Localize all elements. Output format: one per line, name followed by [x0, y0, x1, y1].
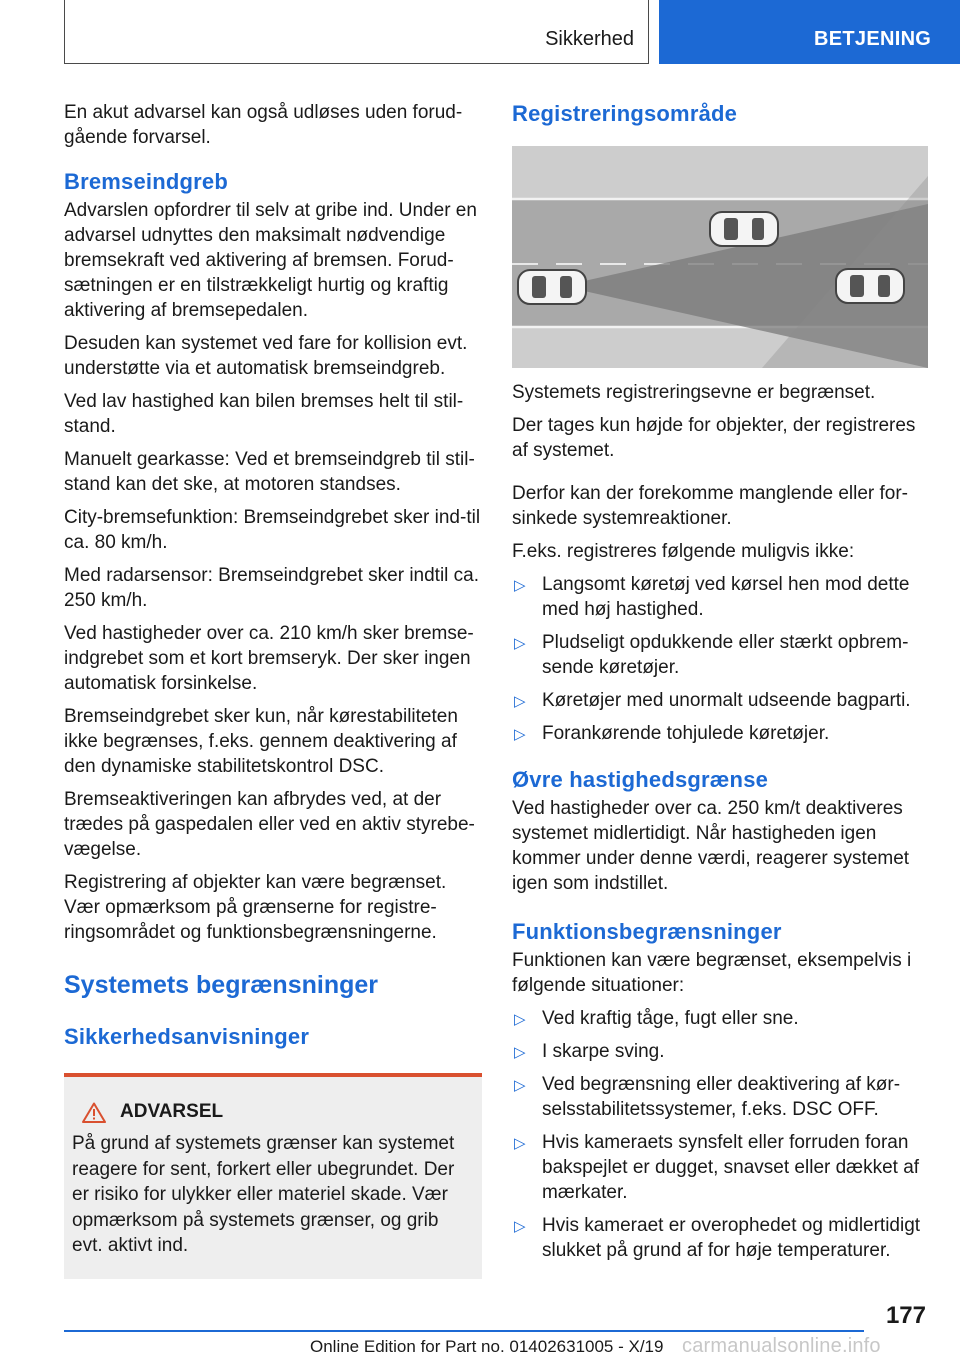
triangle-bullet-icon: ▷ [514, 726, 526, 743]
list-item: ▷ Pludseligt opdukkende eller stærkt opbrem-sende køretøjer. [514, 632, 909, 678]
triangle-bullet-icon: ▷ [514, 1011, 526, 1028]
heading-bremseindgreb: Bremseindgreb [64, 169, 228, 194]
footer-watermark: carmanualsonline.info [682, 1335, 881, 1357]
warning-label: ADVARSEL [120, 1101, 224, 1122]
paragraph: Manuelt gearkasse: Ved et bremseindgreb til stil-stand kan det ske, at motoren standses. [64, 449, 475, 495]
page-number: 177 [885, 1302, 926, 1329]
footer-divider [64, 1330, 864, 1332]
footer-edition: Online Edition for Part no. 01402631005 - X/19 [310, 1337, 664, 1356]
triangle-bullet-icon: ▷ [514, 577, 526, 594]
warning-triangle-icon [82, 1102, 106, 1123]
header-chapter-tab [659, 0, 960, 64]
intro-paragraph: En akut advarsel kan også udløses uden forud-gående forvarsel. [64, 102, 463, 148]
paragraph: Derfor kan der forekomme manglende eller for-sinkede systemreaktioner. [512, 483, 909, 529]
list-item: ▷ Ved kraftig tåge, fugt eller sne. [512, 1006, 930, 1031]
ego-vehicle [518, 270, 586, 304]
warning-title [72, 1101, 474, 1123]
triangle-bullet-icon: ▷ [514, 1044, 526, 1061]
list-item: ▷ Ved begrænsning eller deaktivering af kør-selsstabilitetssystemer, f.eks. DSC OFF. [514, 1074, 901, 1120]
warning-box [64, 1073, 482, 1279]
list-item: ▷ Hvis kameraets synsfelt eller forruden foran bakspejlet er dugget, snavset eller dækket af mærkater. [514, 1132, 920, 1203]
paragraph: Registrering af objekter kan være begrænset. Vær opmærksom på grænserne for registre-ringsområdet og funktionsbegrænsningerne. [64, 872, 447, 943]
paragraph: Advarslen opfordrer til selv at gribe ind. Under en advarsel udnyttes den maksimalt nødvendige bremsekraft ved aktivering af bremsen. Forud-sætningen er en tilstrækkeligt hurtig og kraftig aktivering af bremsepedalen. [64, 200, 477, 321]
heading-systemets-begraensninger: Systemets begrænsninger [64, 971, 378, 999]
triangle-bullet-icon: ▷ [514, 635, 526, 652]
list-item: ▷ Køretøjer med unormalt udseende bagparti. [512, 688, 930, 713]
paragraph: Der tages kun højde for objekter, der registreres af systemet. [512, 415, 916, 461]
header-section-title: Sikkerhed [545, 28, 634, 50]
heading-oevre-hastighedsgraense: Øvre hastighedsgrænse [512, 767, 769, 792]
paragraph: City-bremsefunktion: Bremseindgrebet sker ind-til ca. 80 km/h. [64, 507, 481, 553]
heading-sikkerhedsanvisninger: Sikkerhedsanvisninger [64, 1024, 310, 1049]
paragraph: Med radarsensor: Bremseindgrebet sker indtil ca. 250 km/h. [64, 565, 480, 611]
right-column [512, 100, 930, 1271]
paragraph: Ved lav hastighed kan bilen bremses helt til stil-stand. [64, 391, 464, 437]
paragraph: Systemets registreringsevne er begrænset. [512, 382, 876, 403]
list-item: ▷ I skarpe sving. [512, 1039, 930, 1064]
paragraph: Desuden kan systemet ved fare for kollision evt. understøtte via et automatisk bremseindgreb. [64, 333, 468, 379]
undetected-objects-list [512, 572, 930, 746]
header-chapter-label: BETJENING [814, 28, 932, 50]
paragraph: F.eks. registreres følgende muligvis ikke: [512, 541, 855, 562]
heading-registreringsomraade: Registreringsområde [512, 101, 738, 126]
list-item: ▷ Forankørende tohjulede køretøjer. [512, 721, 930, 746]
list-item: ▷ Langsomt køretøj ved kørsel hen mod dette med høj hastighed. [514, 574, 910, 620]
list-item: ▷ Hvis kameraet er overophedet og midlertidigt slukket på grund af for høje temperaturer. [514, 1215, 921, 1261]
heading-funktionsbegraensninger: Funktionsbegrænsninger [512, 919, 782, 944]
header-section-box [64, 0, 649, 64]
paragraph: Funktionen kan være begrænset, eksempelvis i følgende situationer: [512, 950, 912, 996]
function-limitations-list [512, 1006, 930, 1263]
triangle-bullet-icon: ▷ [514, 693, 526, 710]
left-column [64, 100, 482, 1279]
triangle-bullet-icon: ▷ [514, 1218, 526, 1235]
paragraph: Ved hastigheder over ca. 210 km/h sker bremse-indgrebet som et kort bremseryk. Der sker ingen automatisk forsinkelse. [64, 623, 474, 694]
triangle-bullet-icon: ▷ [514, 1077, 526, 1094]
paragraph: Ved hastigheder over ca. 250 km/t deaktiveres systemet midlertidigt. Når hastigheden igen kommer under denne værdi, reagerer systemet igen som indstillet. [512, 798, 910, 894]
detection-range-illustration [512, 146, 928, 368]
paragraph: Bremseindgrebet sker kun, når kørestabiliteten ikke begrænses, f.eks. gennem deaktivering af den dynamiske stabilitetskontrol DSC. [64, 706, 458, 777]
triangle-bullet-icon: ▷ [514, 1135, 526, 1152]
paragraph: Bremseaktiveringen kan afbrydes ved, at der trædes på gaspedalen eller ved en aktiv styrebe-vægelse. [64, 789, 475, 860]
vehicle-ahead-same-lane [836, 269, 904, 303]
warning-text: På grund af systemets grænser kan systemet reagere for sent, forkert eller ubegrundet. Der er risiko for ulykker eller materiel skade. Vær opmærksom på systemets grænser, og grib evt. aktivt ind. [72, 1133, 455, 1256]
vehicle-ahead-left-lane [710, 212, 778, 246]
